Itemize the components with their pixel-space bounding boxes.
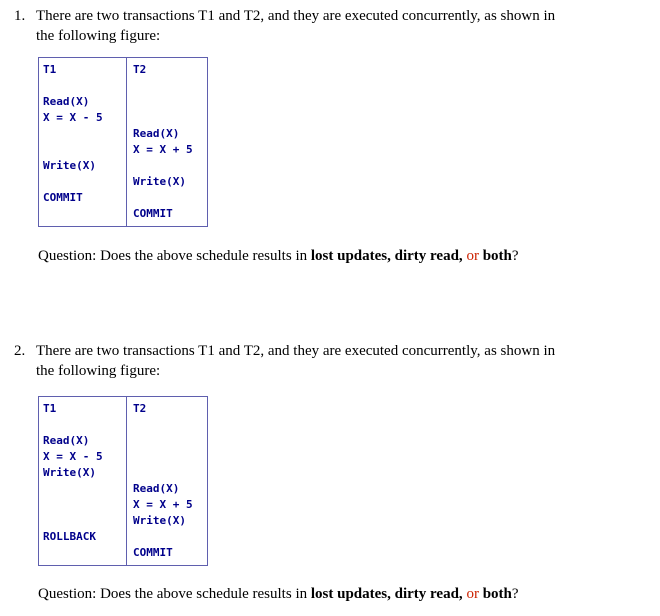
transaction-schedule-table-2 (38, 396, 208, 566)
question-text-normal: Question: Does the above schedule results in (38, 586, 311, 602)
t1-cell: Write(X) (43, 466, 96, 479)
table-row (39, 529, 207, 545)
t1-cell: ROLLBACK (43, 530, 96, 543)
t1-cell: T1 (43, 63, 57, 76)
question-text-normal: ? (511, 248, 519, 264)
question-line-2 (38, 586, 650, 603)
table-row (39, 481, 207, 497)
question-block-1 (14, 6, 650, 265)
t2-cell: X = X + 5 (133, 143, 193, 156)
table-row (39, 401, 207, 417)
transaction-schedule-table-1 (38, 57, 208, 227)
question-text-bold: both (482, 248, 512, 264)
t1-cell (39, 174, 127, 190)
t2-cell: T2 (133, 402, 147, 415)
t2-cell: Read(X) (133, 127, 180, 140)
t1-cell (39, 142, 127, 158)
table-row (39, 497, 207, 513)
question-number: 2. (14, 343, 26, 359)
question-line-1 (38, 248, 650, 265)
or-word: or (466, 248, 479, 264)
t2-cell (127, 110, 207, 126)
t1-cell (39, 513, 127, 529)
t2-cell (127, 94, 207, 110)
table-row (39, 206, 207, 222)
t2-cell (127, 417, 207, 433)
question-text-normal: ? (511, 586, 519, 602)
table-row (39, 142, 207, 158)
table-row (39, 190, 207, 206)
intro-line-2: the following figure: (36, 363, 161, 379)
question-2-intro (14, 341, 650, 381)
t1-cell (39, 545, 127, 561)
column-divider (126, 58, 127, 226)
table-row (39, 158, 207, 174)
t2-cell: Read(X) (133, 482, 180, 495)
question-block-2 (14, 341, 650, 603)
t2-cell: X = X + 5 (133, 498, 193, 511)
table-row (39, 417, 207, 433)
table-row (39, 174, 207, 190)
t2-cell (127, 529, 207, 545)
table-row (39, 78, 207, 94)
intro-text (36, 6, 555, 46)
question-1-intro (14, 6, 650, 46)
t1-cell (39, 417, 127, 433)
t1-cell (39, 497, 127, 513)
t2-cell: Write(X) (133, 514, 186, 527)
table-row (39, 465, 207, 481)
table-row (39, 110, 207, 126)
t1-cell: COMMIT (43, 191, 83, 204)
t1-cell: Write(X) (43, 159, 96, 172)
t1-cell (39, 126, 127, 142)
table-row (39, 449, 207, 465)
intro-line-1: There are two transactions T1 and T2, and they are executed concurrently, as shown in (36, 8, 556, 24)
t1-cell: T1 (43, 402, 57, 415)
t2-cell (127, 449, 207, 465)
table-row (39, 545, 207, 561)
question-number: 1. (14, 8, 26, 24)
intro-text (36, 341, 555, 381)
t2-cell (127, 190, 207, 206)
t1-cell (39, 78, 127, 94)
t1-cell: X = X - 5 (43, 111, 103, 124)
question-text-normal: Question: Does the above schedule results in (38, 248, 311, 264)
t2-cell: COMMIT (133, 207, 173, 220)
t2-cell (127, 78, 207, 94)
question-text-bold: lost updates, dirty read, (310, 248, 463, 264)
intro-line-1: There are two transactions T1 and T2, and they are executed concurrently, as shown in (36, 343, 556, 359)
t1-cell: X = X - 5 (43, 450, 103, 463)
column-divider (126, 397, 127, 565)
or-word: or (466, 586, 479, 602)
table-row (39, 94, 207, 110)
intro-line-2: the following figure: (36, 28, 161, 44)
table-row (39, 126, 207, 142)
question-text-bold: lost updates, dirty read, (310, 586, 463, 602)
table-row (39, 433, 207, 449)
table-row (39, 513, 207, 529)
t2-cell: Write(X) (133, 175, 186, 188)
t2-cell: COMMIT (133, 546, 173, 559)
t2-cell: T2 (133, 63, 147, 76)
t2-cell (127, 465, 207, 481)
t1-cell: Read(X) (43, 95, 90, 108)
t2-cell (127, 433, 207, 449)
t2-cell (127, 158, 207, 174)
table-row (39, 62, 207, 78)
t1-cell: Read(X) (43, 434, 90, 447)
t1-cell (39, 206, 127, 222)
t1-cell (39, 481, 127, 497)
question-text-bold: both (482, 586, 512, 602)
